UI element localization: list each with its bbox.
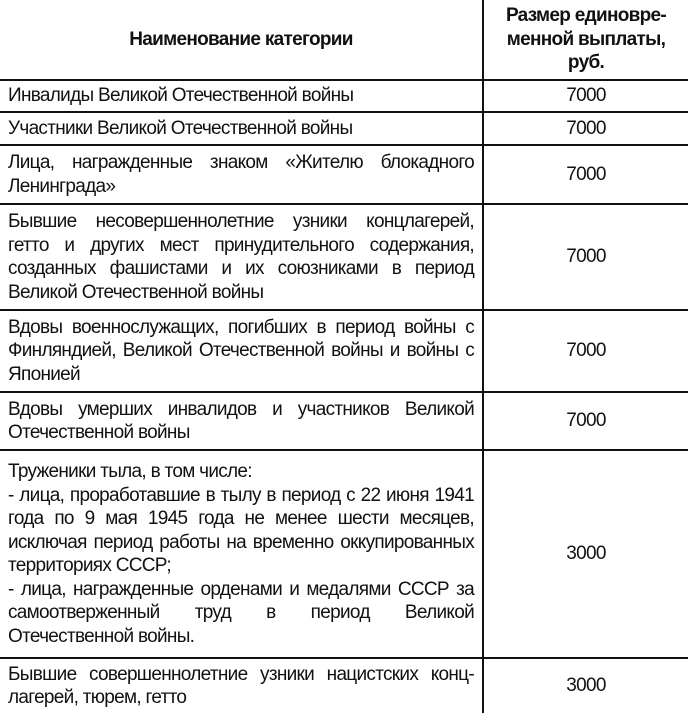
table-row	[0, 392, 688, 450]
category-line: - лица, награжденные орденами и медалями СССР за самоотверженный труд в период Великой Отечественной войны.	[8, 578, 474, 647]
category-cell: Бывшие совершеннолетние узники нацистских конц-лагерей, тюрем, гетто	[0, 658, 483, 713]
amount-cell: 3000	[566, 543, 606, 565]
amount-cell: 7000	[566, 246, 606, 268]
table-row	[0, 80, 688, 112]
category-cell: Бывшие несовершеннолетние узники концлагерей, гетто и других мест принудительного содержания, созданных фашистами и их союзниками в период Великой Отечественной войны	[0, 204, 483, 310]
amount-cell: 3000	[566, 675, 606, 697]
amount-cell: 7000	[566, 340, 606, 362]
table-row	[0, 204, 688, 310]
table-row	[0, 310, 688, 392]
category-line: Труженики тыла, в том числе:	[8, 461, 252, 482]
table-row	[0, 450, 688, 658]
table-row	[0, 145, 688, 204]
category-cell: Участники Великой Отечественной войны	[0, 112, 483, 145]
amount-cell: 7000	[566, 117, 606, 139]
header-amount: Размер единовре-менной выплаты, руб.	[505, 5, 667, 74]
category-cell: Инвалиды Великой Отечественной войны	[0, 80, 483, 112]
table-row	[0, 112, 688, 145]
header-category: Наименование категории	[0, 0, 483, 80]
category-cell: Лица, награжденные знаком «Жителю блокадного Ленинграда»	[0, 145, 483, 204]
amount-cell: 7000	[566, 85, 606, 107]
category-cell: Вдовы военнослужащих, погибших в период войны с Финляндией, Великой Отечественной войны и войны с Японией	[0, 310, 483, 392]
table-header	[0, 0, 688, 80]
category-cell: Вдовы умерших инвалидов и участников Великой Отечественной войны	[0, 392, 483, 450]
table-row	[0, 658, 688, 713]
amount-cell: 7000	[566, 163, 606, 185]
category-line: - лица, проработавшие в тылу в период с 22 июня 1941 года по 9 мая 1945 года не менее шести месяцев, исключая период работы на временно оккупированных территориях СССР;	[8, 484, 474, 576]
amount-cell: 7000	[566, 410, 606, 432]
category-cell	[0, 450, 483, 658]
